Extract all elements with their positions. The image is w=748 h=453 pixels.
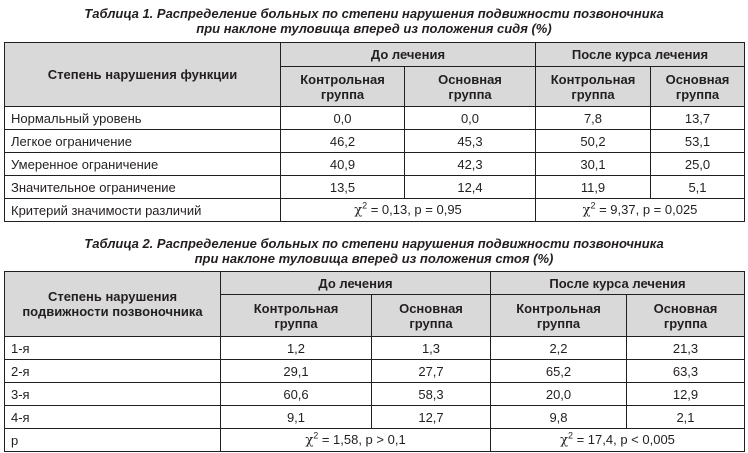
- row-label: Умеренное ограничение: [5, 153, 281, 176]
- table1-header-degree: Степень нарушения функции: [5, 43, 281, 107]
- table-row: [5, 337, 745, 360]
- row-label: 4-я: [5, 406, 221, 429]
- table1-header-before: До лечения: [281, 43, 536, 67]
- table1-caption-line2: при наклоне туловища вперед из положения сидя (%): [196, 21, 552, 36]
- criterion-after: $\chi^2 = 9,37$, p = 0,025: [536, 199, 745, 222]
- table-cell: 46,2: [281, 130, 405, 153]
- table-row: [5, 176, 745, 199]
- table2-subheader-main-after: Основная группа: [627, 295, 745, 337]
- table-cell: 45,3: [405, 130, 536, 153]
- table2-header-before: До лечения: [221, 272, 491, 295]
- table2-subheader-control-after: Контрольная группа: [491, 295, 627, 337]
- table-cell: 58,3: [372, 383, 491, 406]
- table-row-criterion: [5, 199, 745, 222]
- table-cell: 9,8: [491, 406, 627, 429]
- table2-caption-line1: Таблица 2. Распределение больных по степени нарушения подвижности позвоночника: [84, 236, 664, 251]
- table-cell: 0,0: [281, 107, 405, 130]
- row-label: Нормальный уровень: [5, 107, 281, 130]
- table-cell: 63,3: [627, 360, 745, 383]
- table1-caption-line1: Таблица 1. Распределение больных по степени нарушения подвижности позвоночника: [84, 6, 664, 21]
- table-cell: 42,3: [405, 153, 536, 176]
- row-label: 3-я: [5, 383, 221, 406]
- criterion-label: p: [5, 429, 221, 452]
- table-cell: 60,6: [221, 383, 372, 406]
- table-row: [5, 406, 745, 429]
- table-cell: 53,1: [651, 130, 745, 153]
- table-cell: 7,8: [536, 107, 651, 130]
- table2-caption: [0, 236, 748, 266]
- table-row: [5, 130, 745, 153]
- table-cell: 2,2: [491, 337, 627, 360]
- table-row: [5, 107, 745, 130]
- table-cell: 40,9: [281, 153, 405, 176]
- table-cell: 9,1: [221, 406, 372, 429]
- table1: [4, 42, 745, 222]
- table-cell: 12,7: [372, 406, 491, 429]
- table1-subheader-main-after: Основная группа: [651, 67, 745, 107]
- criterion-before: $\chi^2 = 1,58$, p > 0,1: [221, 429, 491, 452]
- row-label: Легкое ограничение: [5, 130, 281, 153]
- row-label: 1-я: [5, 337, 221, 360]
- table-cell: 30,1: [536, 153, 651, 176]
- table1-subheader-main-before: Основная группа: [405, 67, 536, 107]
- table2: [4, 271, 745, 452]
- table-cell: 12,9: [627, 383, 745, 406]
- table-row-criterion: [5, 429, 745, 452]
- table-cell: 11,9: [536, 176, 651, 199]
- table-cell: 5,1: [651, 176, 745, 199]
- row-label: 2-я: [5, 360, 221, 383]
- table1-header-after: После курса лечения: [536, 43, 745, 67]
- table2-caption-line2: при наклоне туловища вперед из положения стоя (%): [194, 251, 554, 266]
- table-cell: 21,3: [627, 337, 745, 360]
- table-cell: 1,3: [372, 337, 491, 360]
- table-row: [5, 153, 745, 176]
- table-cell: 1,2: [221, 337, 372, 360]
- table-cell: 0,0: [405, 107, 536, 130]
- table-cell: 2,1: [627, 406, 745, 429]
- criterion-before: $\chi^2 = 0,13$, p = 0,95: [281, 199, 536, 222]
- table1-caption: [0, 6, 748, 36]
- table2-header-degree: Степень нарушения подвижности позвоночника: [5, 272, 221, 337]
- criterion-label: Критерий значимости различий: [5, 199, 281, 222]
- table-cell: 29,1: [221, 360, 372, 383]
- table-cell: 20,0: [491, 383, 627, 406]
- criterion-after: $\chi^2 = 17,4$, p < 0,005: [491, 429, 745, 452]
- table-cell: 13,5: [281, 176, 405, 199]
- table-cell: 50,2: [536, 130, 651, 153]
- table2-subheader-control-before: Контрольная группа: [221, 295, 372, 337]
- table1-subheader-control-after: Контрольная группа: [536, 67, 651, 107]
- table-row: [5, 383, 745, 406]
- table-cell: 25,0: [651, 153, 745, 176]
- row-label: Значительное ограничение: [5, 176, 281, 199]
- table2-header-after: После курса лечения: [491, 272, 745, 295]
- table-cell: 65,2: [491, 360, 627, 383]
- table1-subheader-control-before: Контрольная группа: [281, 67, 405, 107]
- table2-subheader-main-before: Основная группа: [372, 295, 491, 337]
- table-cell: 13,7: [651, 107, 745, 130]
- table-cell: 27,7: [372, 360, 491, 383]
- table-row: [5, 360, 745, 383]
- table-cell: 12,4: [405, 176, 536, 199]
